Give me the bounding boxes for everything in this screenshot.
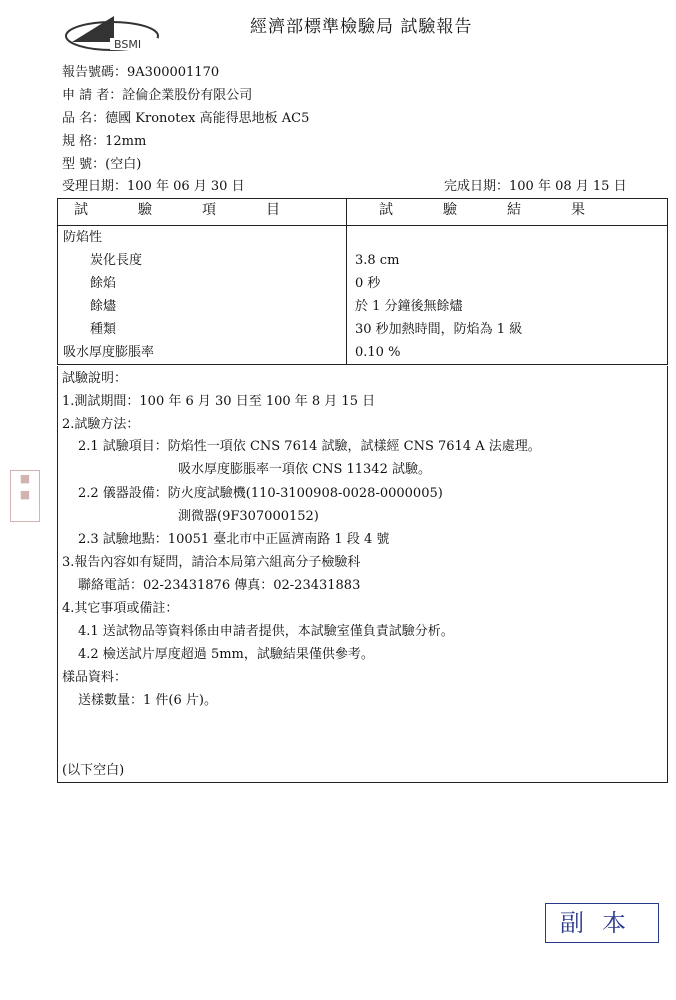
blank-marker: (以下空白) [62, 763, 125, 778]
result-afterflame: 0 秒 [355, 276, 381, 291]
header-item: 試驗項目 [74, 202, 330, 218]
note-3-contact: 聯絡電話：02-23431876 傳真：02-23431883 [78, 578, 361, 593]
item-flame: 防焰性 [63, 230, 103, 245]
note-2-1a: 2.1 試驗項目：防焰性一項依 CNS 7614 試驗，試樣經 CNS 7614 A 法處理。 [78, 439, 541, 454]
seal-stamp: ■ ■ [10, 470, 40, 522]
report-number: 報告號碼：9A300001170 [62, 65, 220, 80]
note-2-2a: 2.2 儀器設備：防火度試驗機(110-3100908-0028-0000005) [78, 486, 443, 501]
svg-text:BSMI: BSMI [114, 38, 142, 51]
note-4-1: 4.1 送試物品等資料係由申請者提供，本試驗室僅負責試驗分析。 [78, 624, 454, 639]
result-flame [355, 226, 667, 249]
note-4-2: 4.2 檢送試片厚度超過 5mm，試驗結果僅供參考。 [78, 647, 374, 662]
result-swelling: 0.10 % [355, 345, 401, 360]
note-1: 1.測試期間：100 年 6 月 30 日至 100 年 8 月 15 日 [62, 394, 376, 409]
note-2-2b: 測微器(9F307000152) [178, 509, 319, 524]
note-3: 3.報告內容如有疑問，請洽本局第六組高分子檢驗科 [62, 555, 361, 570]
item-class: 種類 [90, 322, 117, 337]
results-table [57, 198, 668, 365]
item-char-length: 炭化長度 [90, 253, 143, 268]
header-result: 試驗結果 [379, 202, 635, 218]
note-2: 2.試驗方法： [62, 417, 140, 432]
bsmi-logo [62, 12, 162, 52]
sample-quantity: 送樣數量：1 件(6 片)。 [78, 693, 217, 708]
copy-stamp: 副本 [545, 903, 659, 943]
table-body-row [58, 226, 668, 365]
specification: 規 格：12mm [62, 134, 147, 149]
report-title: 經濟部標準檢驗局 試驗報告 [250, 17, 473, 37]
note-4: 4.其它事項或備註： [62, 601, 179, 616]
note-2-3: 2.3 試驗地點：10051 臺北市中正區濟南路 1 段 4 號 [78, 532, 390, 547]
result-class: 30 秒加熱時間，防焰為 1 級 [355, 322, 523, 337]
model: 型 號：(空白) [62, 157, 142, 172]
applicant: 申 請 者：詮倫企業股份有限公司 [62, 88, 253, 103]
sample-heading: 樣品資料： [62, 670, 128, 685]
notes-heading: 試驗說明： [62, 371, 128, 386]
result-afterglow: 於 1 分鐘後無餘燼 [355, 299, 463, 314]
item-afterglow: 餘燼 [90, 299, 117, 314]
table-header-row [58, 199, 668, 226]
result-char-length: 3.8 cm [355, 253, 400, 268]
item-afterflame: 餘焰 [90, 276, 117, 291]
completed-date: 完成日期：100 年 08 月 15 日 [444, 179, 627, 194]
item-swelling: 吸水厚度膨脹率 [63, 345, 155, 360]
note-2-1b: 吸水厚度膨脹率一項依 CNS 11342 試驗。 [178, 462, 431, 477]
product-name: 品 名：德國 Kronotex 高能得思地板 AC5 [62, 111, 310, 126]
received-date: 受理日期：100 年 06 月 30 日 [62, 179, 245, 194]
